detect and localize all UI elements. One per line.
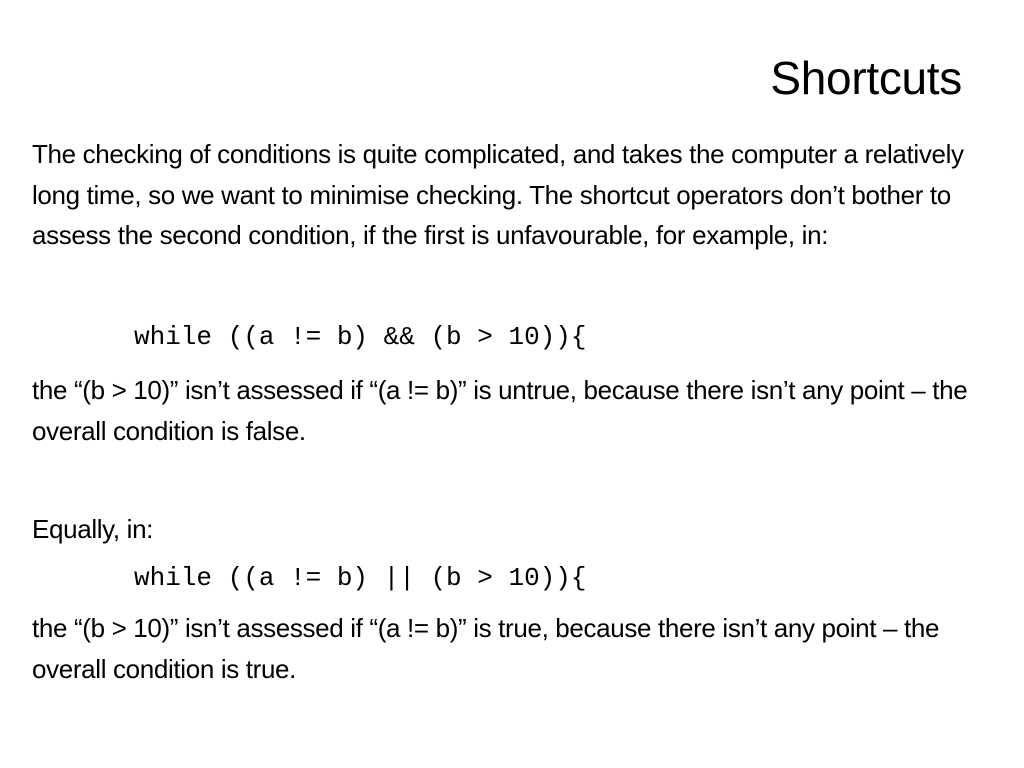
- slide-title: Shortcuts: [770, 52, 962, 104]
- code-example-or: while ((a != b) || (b > 10)){: [134, 563, 587, 593]
- code-example-and: while ((a != b) && (b > 10)){: [134, 322, 587, 352]
- equally-paragraph: Equally, in:: [32, 514, 154, 544]
- explanation-and-paragraph: the “(b > 10)” isn’t assessed if “(a != b)” is untrue, because there isn’t any point – the overall condition is false.: [32, 375, 968, 446]
- intro-paragraph: The checking of conditions is quite complicated, and takes the computer a relatively long time, so we want to minimise checking. The shortcut operators don’t bother to assess the second condition, if the first is unfavourable, for example, in:: [32, 139, 964, 250]
- explanation-or-paragraph: the “(b > 10)” isn’t assessed if “(a != b)” is true, because there isn’t any point – the overall condition is true.: [32, 613, 940, 684]
